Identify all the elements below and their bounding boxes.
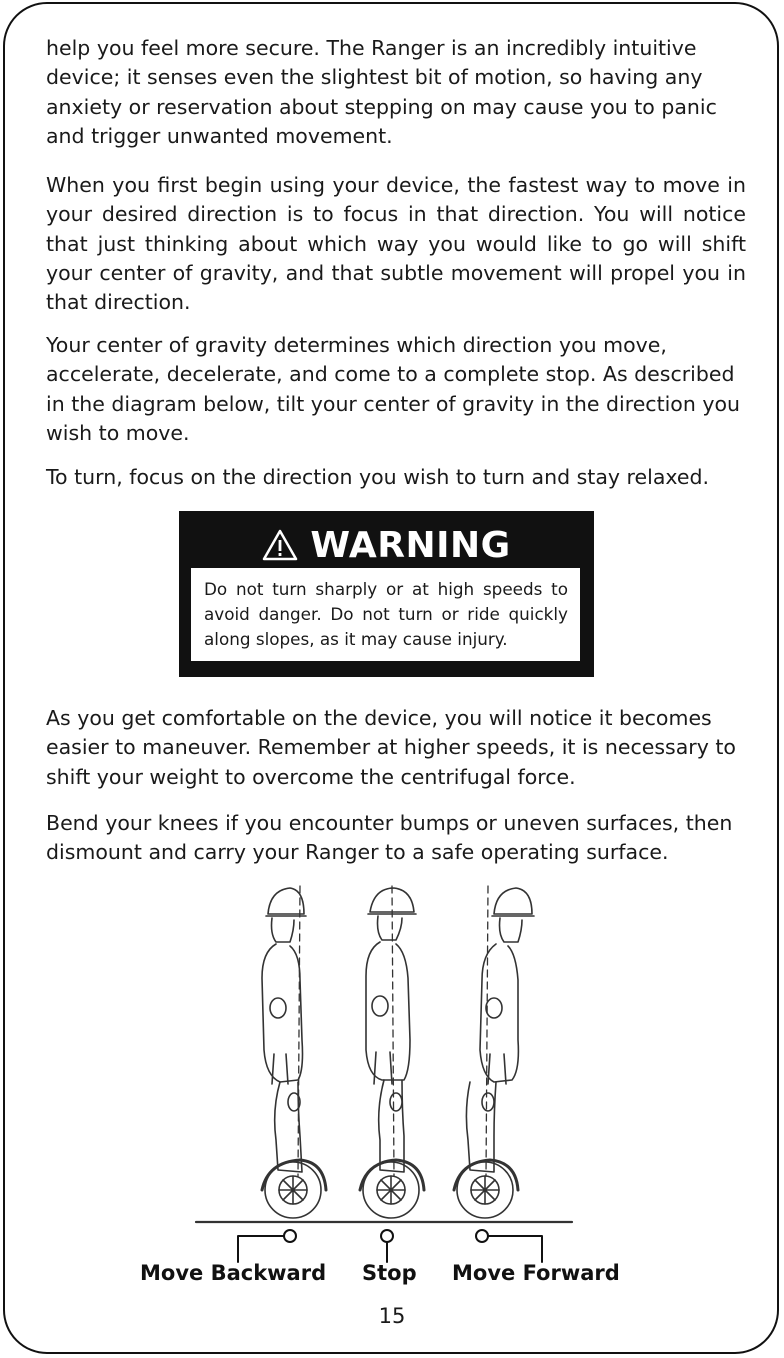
backward-leader-line (238, 1236, 284, 1262)
paragraph-turning: To turn, focus on the direction you wish to turn and stay relaxed. (46, 465, 710, 489)
paragraph-bumps: Bend your knees if you encounter bumps or uneven surfaces, then dismount and carry your Ranger to a safe operating surface. (46, 811, 733, 865)
paragraph-maneuver: As you get comfortable on the device, you will notice it becomes easier to maneuver. Remember at higher speeds, it is necessary to shift your weight to overcome the centrifugal force. (46, 706, 736, 789)
warning-title-text: WARNING (310, 524, 511, 566)
paragraph-first-use: When you first begin using your device, the fastest way to move in your desired direction is to focus in that direction. You will notice that just thinking about which way you would like to go will shift your center of gravity, and that subtle movement will propel you in that direction. (46, 173, 746, 315)
warning-box (179, 511, 594, 677)
label-move-forward: Move Forward (452, 1261, 620, 1285)
rider-backward-figure (262, 886, 326, 1218)
warning-triangle-icon (262, 529, 298, 561)
label-stop: Stop (362, 1261, 417, 1285)
paragraph-center-of-gravity: Your center of gravity determines which direction you move, accelerate, decelerate, and come to a complete stop. As described in the diagram below, tilt your center of gravity in the direction you wish to move. (46, 333, 741, 445)
label-move-backward: Move Backward (140, 1261, 327, 1285)
page-number: 15 (378, 1304, 406, 1328)
forward-leader-line (488, 1236, 542, 1262)
rider-stop-figure (360, 886, 424, 1218)
paragraph-intro: help you feel more secure. The Ranger is an incredibly intuitive device; it senses even the slightest bit of motion, so having any anxiety or reservation about stepping on may cause you to panic and trigger unwanted movement. (46, 36, 717, 148)
warning-title (179, 521, 594, 569)
rider-forward-figure (454, 886, 534, 1218)
warning-text: Do not turn sharply or at high speeds to avoid danger. Do not turn or ride quickly along slopes, as it may cause injury. (191, 568, 580, 661)
riding-posture-diagram (0, 870, 784, 1310)
